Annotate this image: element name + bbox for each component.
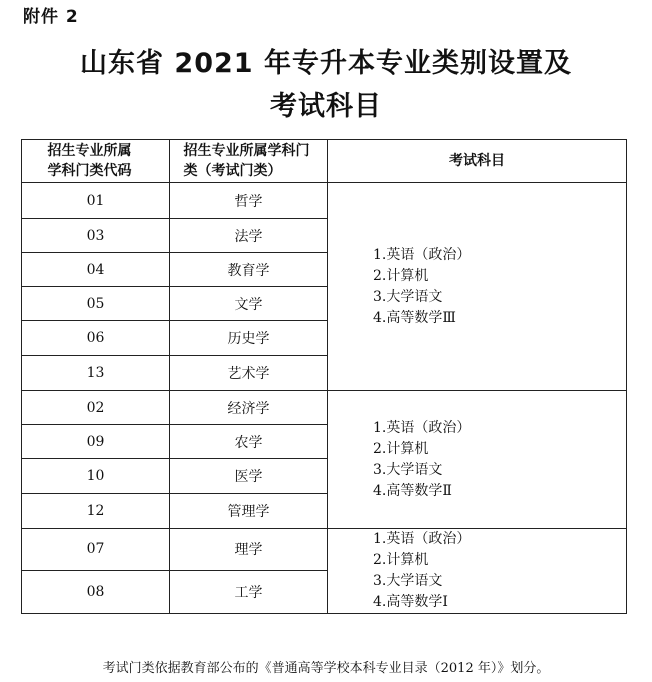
category-code-cell: 06	[22, 321, 170, 356]
category-name-cell: 工学	[170, 570, 328, 613]
attachment-label: 附件 2	[23, 7, 79, 27]
exam-subject-item: 3.大学语文	[373, 461, 443, 478]
category-name-cell: 教育学	[170, 253, 328, 287]
category-code-cell: 12	[22, 494, 170, 529]
category-code-cell: 01	[22, 183, 170, 219]
table-row	[22, 391, 627, 425]
table-body	[22, 183, 627, 614]
exam-subjects-cell	[328, 183, 627, 391]
category-name-cell: 理学	[170, 529, 328, 571]
category-code-cell: 07	[22, 529, 170, 571]
exam-subject-item: 2.计算机	[373, 267, 429, 284]
category-code-cell: 08	[22, 570, 170, 613]
category-code-cell: 02	[22, 391, 170, 425]
category-name-cell: 农学	[170, 425, 328, 459]
exam-subjects-cell	[328, 529, 627, 614]
category-name-cell: 艺术学	[170, 356, 328, 391]
category-code-cell: 10	[22, 459, 170, 494]
exam-subject-item: 4.高等数学Ⅰ	[373, 594, 448, 610]
category-code-cell: 09	[22, 425, 170, 459]
header-category: 招生专业所属学科门类（考试门类）	[170, 140, 328, 183]
footnote: 考试门类依据教育部公布的《普通高等学校本科专业目录（2012 年）》划分。	[102, 661, 550, 676]
category-name-cell: 法学	[170, 219, 328, 253]
document-title-line1: 山东省 2021 年专升本专业类别设置及	[80, 48, 572, 79]
document-title-line2: 考试科目	[270, 91, 382, 122]
category-code-cell: 05	[22, 287, 170, 321]
exam-subject-item: 4.高等数学Ⅱ	[373, 482, 452, 499]
category-name-cell: 医学	[170, 459, 328, 494]
subjects-table	[21, 139, 627, 614]
header-code: 招生专业所属学科门类代码	[22, 140, 170, 183]
exam-subject-item: 1.英语（政治）	[373, 419, 471, 436]
category-code-cell: 13	[22, 356, 170, 391]
exam-subject-item: 3.大学语文	[373, 288, 443, 305]
exam-subject-item: 1.英语（政治）	[373, 246, 471, 263]
category-name-cell: 管理学	[170, 494, 328, 529]
table-row	[22, 529, 627, 571]
exam-subjects-cell	[328, 391, 627, 529]
exam-subject-item: 2.计算机	[373, 440, 429, 457]
exam-subject-item: 2.计算机	[373, 552, 429, 568]
category-name-cell: 文学	[170, 287, 328, 321]
exam-subject-item: 4.高等数学Ⅲ	[373, 309, 456, 326]
category-code-cell: 04	[22, 253, 170, 287]
exam-subject-item: 3.大学语文	[373, 573, 443, 589]
category-code-cell: 03	[22, 219, 170, 253]
exam-subject-item: 1.英语（政治）	[373, 531, 471, 547]
category-name-cell: 哲学	[170, 183, 328, 219]
category-name-cell: 经济学	[170, 391, 328, 425]
table-header-row	[22, 140, 627, 183]
table-row	[22, 183, 627, 219]
category-name-cell: 历史学	[170, 321, 328, 356]
header-subjects: 考试科目	[328, 140, 627, 183]
